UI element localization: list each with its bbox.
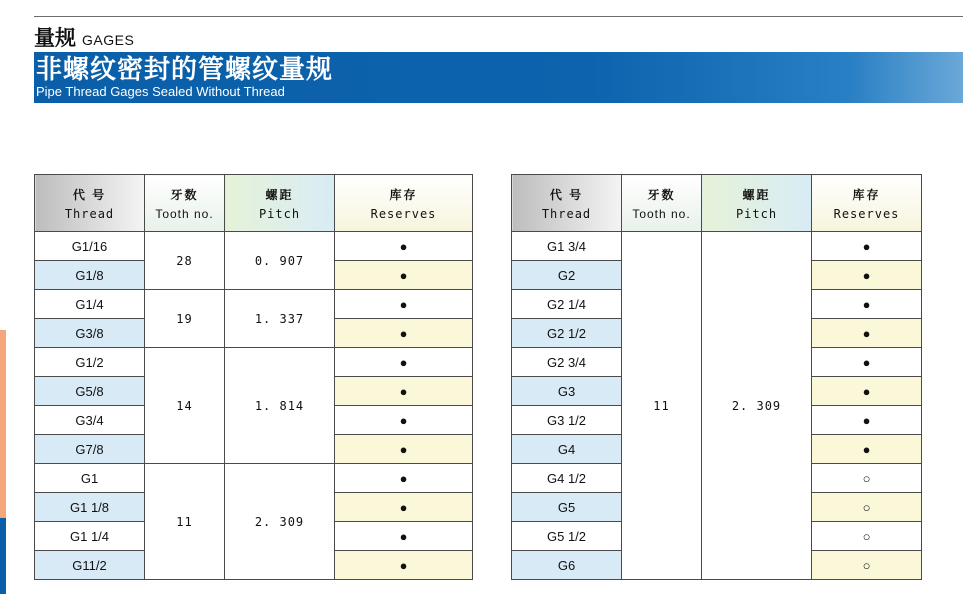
reserve-status: ●: [335, 522, 473, 551]
reserve-status: ●: [812, 377, 922, 406]
header-reserves-en: Reserves: [370, 206, 437, 221]
thread-code: G2: [512, 261, 622, 290]
thread-code: G5/8: [35, 377, 145, 406]
tooth-count: 14: [145, 348, 225, 464]
left-gage-table: [34, 174, 473, 580]
title-banner: [34, 52, 963, 103]
pitch-value: 1. 814: [225, 348, 335, 464]
thread-code: G3 1/2: [512, 406, 622, 435]
pitch-value: 2. 309: [702, 232, 812, 580]
top-divider: [34, 16, 963, 17]
reserve-status: ●: [335, 319, 473, 348]
thread-code: G1 3/4: [512, 232, 622, 261]
table-header-row: [512, 175, 922, 232]
thread-code: G5: [512, 493, 622, 522]
header-pitch: [225, 175, 335, 232]
thread-code: G1: [35, 464, 145, 493]
tooth-count: 11: [145, 464, 225, 580]
header-tooth: [145, 175, 225, 232]
thread-code: G11/2: [35, 551, 145, 580]
header-tooth-cn: 牙数: [170, 187, 199, 202]
reserve-status: ●: [812, 232, 922, 261]
reserve-status: ●: [812, 435, 922, 464]
tooth-count: 11: [622, 232, 702, 580]
thread-code: G3: [512, 377, 622, 406]
reserve-status: ●: [812, 406, 922, 435]
header-reserves: [812, 175, 922, 232]
header-reserves-cn: 库存: [852, 187, 881, 202]
page-title-cn: 非螺纹密封的管螺纹量规: [36, 55, 334, 85]
reserve-status: ○: [812, 551, 922, 580]
pitch-value: 0. 907: [225, 232, 335, 290]
reserve-status: ●: [335, 348, 473, 377]
reserve-status: ●: [335, 406, 473, 435]
thread-code: G3/8: [35, 319, 145, 348]
reserve-status: ○: [812, 493, 922, 522]
thread-code: G1/8: [35, 261, 145, 290]
pitch-value: 2. 309: [225, 464, 335, 580]
thread-code: G1 1/8: [35, 493, 145, 522]
thread-code: G3/4: [35, 406, 145, 435]
thread-code: G1 1/4: [35, 522, 145, 551]
table-row: [35, 348, 473, 377]
thread-code: G1/16: [35, 232, 145, 261]
reserve-status: ●: [335, 551, 473, 580]
header-thread-en: Thread: [64, 206, 115, 221]
reserve-status: ○: [812, 464, 922, 493]
thread-code: G1/2: [35, 348, 145, 377]
reserve-status: ●: [812, 319, 922, 348]
header-tooth: [622, 175, 702, 232]
tooth-count: 28: [145, 232, 225, 290]
table-row: [35, 290, 473, 319]
thread-code: G2 1/4: [512, 290, 622, 319]
header-thread-cn: 代 号: [72, 187, 107, 202]
side-accent-blue: [0, 518, 6, 594]
header-reserves-en: Reserves: [833, 206, 900, 221]
table-row: [512, 232, 922, 261]
section-title-cn: 量规: [34, 26, 76, 50]
header-thread: [35, 175, 145, 232]
header-thread: [512, 175, 622, 232]
thread-code: G4: [512, 435, 622, 464]
table-row: [35, 232, 473, 261]
header-reserves: [335, 175, 473, 232]
header-thread-en: Thread: [541, 206, 592, 221]
reserve-status: ●: [335, 493, 473, 522]
header-tooth-en: Tooth no.: [632, 206, 691, 221]
table-row: [35, 464, 473, 493]
table-header-row: [35, 175, 473, 232]
pitch-value: 1. 337: [225, 290, 335, 348]
header-pitch: [702, 175, 812, 232]
section-heading: [34, 22, 134, 48]
reserve-status: ●: [335, 290, 473, 319]
header-tooth-en: Tooth no.: [155, 206, 214, 221]
reserve-status: ●: [335, 377, 473, 406]
header-pitch-cn: 螺距: [265, 187, 294, 202]
page-title-en: Pipe Thread Gages Sealed Without Thread: [36, 84, 285, 99]
reserve-status: ●: [335, 435, 473, 464]
reserve-status: ●: [812, 261, 922, 290]
tooth-count: 19: [145, 290, 225, 348]
section-title-en: GAGES: [82, 32, 135, 48]
header-pitch-en: Pitch: [258, 206, 301, 221]
reserve-status: ●: [335, 464, 473, 493]
header-reserves-cn: 库存: [389, 187, 418, 202]
header-tooth-cn: 牙数: [647, 187, 676, 202]
thread-code: G1/4: [35, 290, 145, 319]
side-accent-orange: [0, 330, 6, 518]
thread-code: G6: [512, 551, 622, 580]
header-thread-cn: 代 号: [549, 187, 584, 202]
right-gage-table: [511, 174, 922, 580]
thread-code: G5 1/2: [512, 522, 622, 551]
thread-code: G2 1/2: [512, 319, 622, 348]
reserve-status: ●: [812, 348, 922, 377]
reserve-status: ●: [335, 261, 473, 290]
header-pitch-cn: 螺距: [742, 187, 771, 202]
reserve-status: ○: [812, 522, 922, 551]
thread-code: G7/8: [35, 435, 145, 464]
reserve-status: ●: [335, 232, 473, 261]
reserve-status: ●: [812, 290, 922, 319]
thread-code: G4 1/2: [512, 464, 622, 493]
header-pitch-en: Pitch: [735, 206, 778, 221]
thread-code: G2 3/4: [512, 348, 622, 377]
